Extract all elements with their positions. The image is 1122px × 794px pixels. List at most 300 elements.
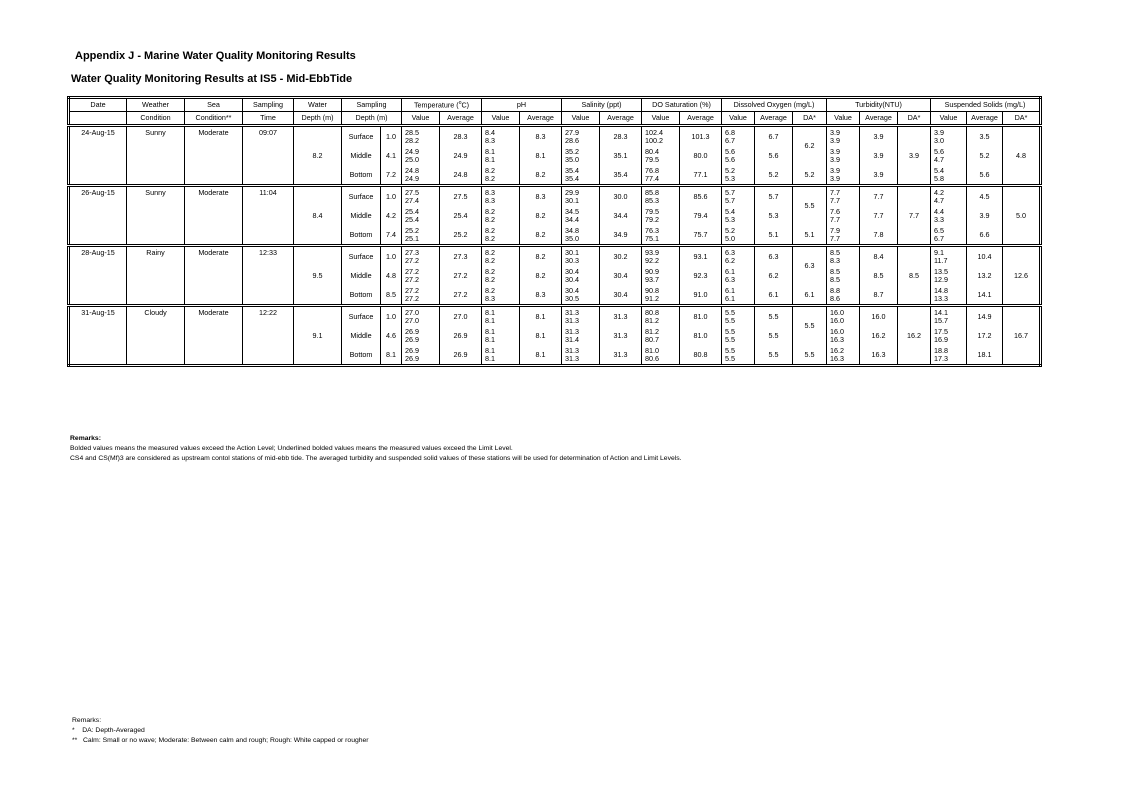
subheader: Value [827, 112, 860, 126]
ph-values [482, 285, 520, 306]
suspended-solids-average: 6.6 [967, 225, 1003, 246]
turbidity-values [827, 345, 860, 366]
suspended-solids-da: 16.7 [1003, 306, 1041, 366]
ph-value: 8.2 [485, 225, 495, 235]
suspended-solids-value: 6.5 [934, 225, 944, 235]
do-saturation-value: 75.1 [645, 233, 659, 243]
table-row [69, 306, 1041, 327]
ph-values [482, 246, 520, 267]
turbidity-da: 8.5 [898, 246, 931, 306]
do-saturation-values [642, 306, 680, 327]
header-do-saturation: DO Saturation (%) [642, 98, 722, 112]
do-saturation-value: 90.8 [645, 285, 659, 295]
turbidity-value: 3.9 [830, 154, 840, 164]
subheader: Average [860, 112, 898, 126]
do-saturation-average: 81.0 [680, 326, 722, 345]
temperature-value: 25.4 [405, 214, 419, 224]
turbidity-values [827, 326, 860, 345]
do-saturation-value: 79.5 [645, 154, 659, 164]
header-temperature-text: Temperature ( [413, 100, 459, 110]
ph-values [482, 306, 520, 327]
appendix-title: Appendix J - Marine Water Quality Monitoring Results [75, 50, 356, 62]
table-row [69, 246, 1041, 267]
temperature-value: 25.4 [405, 206, 419, 216]
temperature-value: 25.2 [405, 225, 419, 235]
sampling-depth-cell: 1.0 [381, 246, 402, 267]
ph-value: 8.2 [485, 255, 495, 265]
salinity-value: 30.4 [565, 285, 579, 295]
subheader: Value [931, 112, 967, 126]
salinity-value: 30.4 [565, 274, 579, 284]
turbidity-values [827, 126, 860, 147]
salinity-value: 35.4 [565, 173, 579, 183]
suspended-solids-values [931, 285, 967, 306]
header-temperature [402, 98, 482, 112]
salinity-value: 34.5 [565, 206, 579, 216]
do-saturation-values [642, 246, 680, 267]
water-quality-table [67, 96, 1042, 367]
sea-condition-cell: Moderate [185, 186, 243, 246]
sampling-depth-cell: 7.2 [381, 165, 402, 186]
sampling-depth-cell: 1.0 [381, 186, 402, 207]
sampling-time-cell: 09:07 [243, 126, 294, 186]
dissolved-oxygen-value: 6.1 [725, 293, 735, 303]
ph-value: 8.1 [485, 326, 495, 336]
suspended-solids-value: 4.2 [934, 187, 944, 197]
footnotes-title: Remarks: [72, 717, 102, 724]
salinity-value: 30.3 [565, 255, 579, 265]
suspended-solids-values [931, 345, 967, 366]
ph-average: 8.1 [520, 306, 562, 327]
turbidity-value: 8.6 [830, 293, 840, 303]
salinity-value: 29.9 [565, 187, 579, 197]
subheader: Value [402, 112, 440, 126]
table-row [69, 186, 1041, 207]
ph-value: 8.3 [485, 135, 495, 145]
header-row-2 [69, 112, 1041, 126]
sampling-depth-cell: 1.0 [381, 306, 402, 327]
subheader [69, 112, 127, 126]
ph-value: 8.2 [485, 285, 495, 295]
dissolved-oxygen-values [722, 206, 755, 225]
footnote-da: * DA: Depth-Averaged [72, 727, 145, 734]
do-saturation-value: 81.2 [645, 315, 659, 325]
sampling-level-cell: Bottom [342, 165, 381, 186]
weather-cell: Rainy [127, 246, 185, 306]
date-cell: 24-Aug-15 [69, 126, 127, 186]
suspended-solids-average: 18.1 [967, 345, 1003, 366]
dissolved-oxygen-values [722, 186, 755, 207]
dissolved-oxygen-value: 6.1 [725, 266, 735, 276]
sampling-depth-cell: 8.1 [381, 345, 402, 366]
suspended-solids-value: 12.9 [934, 274, 948, 284]
date-cell: 26-Aug-15 [69, 186, 127, 246]
dissolved-oxygen-value: 5.3 [725, 214, 735, 224]
ph-average: 8.3 [520, 186, 562, 207]
salinity-value: 34.8 [565, 225, 579, 235]
suspended-solids-value: 9.1 [934, 247, 944, 257]
turbidity-average: 7.8 [860, 225, 898, 246]
sampling-depth-cell: 4.8 [381, 266, 402, 285]
sampling-depth-cell: 7.4 [381, 225, 402, 246]
suspended-solids-value: 5.6 [934, 146, 944, 156]
temperature-values [402, 326, 440, 345]
subheader: Average [600, 112, 642, 126]
subheader: Average [755, 112, 793, 126]
suspended-solids-values [931, 146, 967, 165]
remarks-line: CS4 and CS(Mf)3 are considered as upstream contol stations of mid-ebb tide. The averaged turbidity and suspended solid values of these stations will be used for determination of Action and Limit Levels. [70, 455, 682, 462]
sampling-level-cell: Surface [342, 126, 381, 147]
suspended-solids-value: 18.8 [934, 345, 948, 355]
suspended-solids-value: 17.3 [934, 353, 948, 363]
dissolved-oxygen-values [722, 165, 755, 186]
do-saturation-average: 92.3 [680, 266, 722, 285]
suspended-solids-value: 3.0 [934, 135, 944, 145]
subheader: Average [520, 112, 562, 126]
sampling-level-cell: Bottom [342, 285, 381, 306]
do-saturation-values [642, 266, 680, 285]
suspended-solids-value: 15.7 [934, 315, 948, 325]
salinity-average: 30.2 [600, 246, 642, 267]
ph-value: 8.2 [485, 266, 495, 276]
salinity-average: 28.3 [600, 126, 642, 147]
turbidity-values [827, 186, 860, 207]
header-temperature-degree: o [458, 100, 462, 107]
turbidity-values [827, 206, 860, 225]
temperature-average: 27.3 [440, 246, 482, 267]
temperature-values [402, 246, 440, 267]
dissolved-oxygen-value: 5.6 [725, 154, 735, 164]
do-saturation-value: 81.2 [645, 326, 659, 336]
subheader: DA* [898, 112, 931, 126]
header-water: Water [294, 98, 342, 112]
salinity-value: 31.3 [565, 353, 579, 363]
suspended-solids-values [931, 246, 967, 267]
dissolved-oxygen-value: 6.2 [725, 255, 735, 265]
sampling-depth-cell: 4.6 [381, 326, 402, 345]
suspended-solids-value: 3.9 [934, 127, 944, 137]
temperature-value: 27.2 [405, 266, 419, 276]
dissolved-oxygen-value: 5.2 [725, 225, 735, 235]
ph-value: 8.2 [485, 247, 495, 257]
sampling-level-cell: Middle [342, 206, 381, 225]
suspended-solids-average: 14.9 [967, 306, 1003, 327]
ph-value: 8.1 [485, 334, 495, 344]
do-saturation-value: 81.0 [645, 345, 659, 355]
dissolved-oxygen-da: 5.5 [793, 186, 827, 226]
do-saturation-value: 79.5 [645, 206, 659, 216]
turbidity-value: 8.5 [830, 266, 840, 276]
dissolved-oxygen-value: 5.5 [725, 353, 735, 363]
turbidity-da: 16.2 [898, 306, 931, 366]
ph-value: 8.1 [485, 345, 495, 355]
do-saturation-value: 85.8 [645, 187, 659, 197]
turbidity-values [827, 285, 860, 306]
header-sea: Sea [185, 98, 243, 112]
dissolved-oxygen-values [722, 146, 755, 165]
dissolved-oxygen-value: 6.1 [725, 285, 735, 295]
dissolved-oxygen-average: 5.2 [755, 165, 793, 186]
remarks-notes [70, 434, 682, 464]
turbidity-value: 16.0 [830, 326, 844, 336]
suspended-solids-value: 11.7 [934, 255, 948, 265]
date-cell: 31-Aug-15 [69, 306, 127, 366]
temperature-value: 27.4 [405, 195, 419, 205]
do-saturation-values [642, 285, 680, 306]
sampling-depth-cell: 1.0 [381, 126, 402, 147]
temperature-average: 27.2 [440, 285, 482, 306]
weather-cell: Sunny [127, 186, 185, 246]
do-saturation-values [642, 345, 680, 366]
salinity-values [562, 326, 600, 345]
salinity-values [562, 225, 600, 246]
ph-values [482, 146, 520, 165]
sampling-level-cell: Middle [342, 266, 381, 285]
turbidity-value: 3.9 [830, 127, 840, 137]
header-dissolved-oxygen: Dissolved Oxygen (mg/L) [722, 98, 827, 112]
ph-values [482, 266, 520, 285]
subheader: Value [562, 112, 600, 126]
subheader: Depth (m) [294, 112, 342, 126]
temperature-values [402, 345, 440, 366]
ph-values [482, 165, 520, 186]
suspended-solids-value: 16.9 [934, 334, 948, 344]
temperature-value: 27.5 [405, 187, 419, 197]
subheader: Value [722, 112, 755, 126]
salinity-value: 34.4 [565, 214, 579, 224]
suspended-solids-value: 13.5 [934, 266, 948, 276]
subheader: Value [642, 112, 680, 126]
subheader: Condition [127, 112, 185, 126]
turbidity-average: 7.7 [860, 206, 898, 225]
dissolved-oxygen-average: 6.3 [755, 246, 793, 267]
salinity-values [562, 306, 600, 327]
do-saturation-average: 77.1 [680, 165, 722, 186]
suspended-solids-average: 5.2 [967, 146, 1003, 165]
sampling-depth-cell: 4.1 [381, 146, 402, 165]
do-saturation-value: 102.4 [645, 127, 663, 137]
dissolved-oxygen-value: 5.6 [725, 146, 735, 156]
sea-condition-cell: Moderate [185, 246, 243, 306]
salinity-average: 35.4 [600, 165, 642, 186]
salinity-value: 31.3 [565, 345, 579, 355]
temperature-values [402, 186, 440, 207]
turbidity-average: 3.9 [860, 146, 898, 165]
do-saturation-value: 80.7 [645, 334, 659, 344]
dissolved-oxygen-value: 6.7 [725, 135, 735, 145]
do-saturation-values [642, 146, 680, 165]
salinity-average: 35.1 [600, 146, 642, 165]
ph-values [482, 126, 520, 147]
suspended-solids-da: 4.8 [1003, 126, 1041, 186]
dissolved-oxygen-values [722, 246, 755, 267]
dissolved-oxygen-value: 5.5 [725, 334, 735, 344]
sampling-level-cell: Middle [342, 146, 381, 165]
dissolved-oxygen-value: 5.2 [725, 165, 735, 175]
turbidity-da: 3.9 [898, 126, 931, 186]
turbidity-average: 8.7 [860, 285, 898, 306]
do-saturation-value: 79.2 [645, 214, 659, 224]
temperature-value: 27.3 [405, 247, 419, 257]
suspended-solids-average: 10.4 [967, 246, 1003, 267]
temperature-value: 24.9 [405, 173, 419, 183]
ph-average: 8.2 [520, 246, 562, 267]
dissolved-oxygen-values [722, 345, 755, 366]
sampling-time-cell: 12:33 [243, 246, 294, 306]
temperature-value: 27.2 [405, 255, 419, 265]
dissolved-oxygen-value: 5.5 [725, 315, 735, 325]
turbidity-value: 16.3 [830, 334, 844, 344]
ph-value: 8.1 [485, 154, 495, 164]
do-saturation-value: 100.2 [645, 135, 663, 145]
do-saturation-average: 79.4 [680, 206, 722, 225]
sampling-depth-cell: 4.2 [381, 206, 402, 225]
turbidity-value: 8.5 [830, 247, 840, 257]
temperature-value: 28.5 [405, 127, 419, 137]
salinity-value: 35.4 [565, 165, 579, 175]
turbidity-value: 8.3 [830, 255, 840, 265]
remarks-line: Bolded values means the measured values exceed the Action Level; Underlined bolded values means the measured values exceed the Limit Level. [70, 445, 513, 452]
do-saturation-value: 76.8 [645, 165, 659, 175]
turbidity-value: 7.7 [830, 214, 840, 224]
dissolved-oxygen-average: 5.7 [755, 186, 793, 207]
turbidity-value: 7.7 [830, 233, 840, 243]
do-saturation-value: 93.9 [645, 247, 659, 257]
suspended-solids-values [931, 326, 967, 345]
temperature-value: 24.9 [405, 146, 419, 156]
dissolved-oxygen-da: 6.2 [793, 126, 827, 166]
salinity-average: 30.4 [600, 266, 642, 285]
dissolved-oxygen-value: 6.3 [725, 274, 735, 284]
salinity-value: 35.0 [565, 233, 579, 243]
salinity-values [562, 266, 600, 285]
temperature-values [402, 285, 440, 306]
salinity-value: 31.4 [565, 334, 579, 344]
turbidity-value: 8.8 [830, 285, 840, 295]
suspended-solids-value: 4.7 [934, 154, 944, 164]
suspended-solids-average: 5.6 [967, 165, 1003, 186]
do-saturation-value: 80.4 [645, 146, 659, 156]
footnote-sea-condition: ** Calm: Small or no wave; Moderate: Between calm and rough; Rough: White capped or rougher [72, 737, 369, 744]
turbidity-value: 7.9 [830, 225, 840, 235]
turbidity-value: 3.9 [830, 173, 840, 183]
temperature-values [402, 206, 440, 225]
table-row [69, 126, 1041, 147]
ph-value: 8.2 [485, 214, 495, 224]
dissolved-oxygen-value: 5.7 [725, 195, 735, 205]
temperature-average: 25.2 [440, 225, 482, 246]
ph-average: 8.2 [520, 266, 562, 285]
do-saturation-average: 80.0 [680, 146, 722, 165]
suspended-solids-average: 17.2 [967, 326, 1003, 345]
header-weather: Weather [127, 98, 185, 112]
subheader: Value [482, 112, 520, 126]
salinity-average: 34.9 [600, 225, 642, 246]
do-saturation-value: 77.4 [645, 173, 659, 183]
turbidity-value: 3.9 [830, 135, 840, 145]
ph-values [482, 186, 520, 207]
ph-value: 8.2 [485, 165, 495, 175]
temperature-values [402, 306, 440, 327]
do-saturation-value: 92.2 [645, 255, 659, 265]
temperature-average: 27.2 [440, 266, 482, 285]
header-turbidity: Turbidity(NTU) [827, 98, 931, 112]
subheader: Average [440, 112, 482, 126]
salinity-value: 30.5 [565, 293, 579, 303]
turbidity-average: 3.9 [860, 126, 898, 147]
ph-average: 8.2 [520, 165, 562, 186]
do-saturation-value: 76.3 [645, 225, 659, 235]
do-saturation-values [642, 206, 680, 225]
turbidity-average: 7.7 [860, 186, 898, 207]
dissolved-oxygen-value: 5.5 [725, 307, 735, 317]
temperature-values [402, 165, 440, 186]
dissolved-oxygen-average: 6.1 [755, 285, 793, 306]
turbidity-value: 7.7 [830, 187, 840, 197]
turbidity-values [827, 225, 860, 246]
turbidity-values [827, 246, 860, 267]
turbidity-values [827, 146, 860, 165]
temperature-average: 26.9 [440, 345, 482, 366]
suspended-solids-values [931, 266, 967, 285]
do-saturation-value: 93.7 [645, 274, 659, 284]
ph-values [482, 206, 520, 225]
remarks-title: Remarks: [70, 435, 101, 442]
sea-condition-cell: Moderate [185, 306, 243, 366]
temperature-average: 26.9 [440, 326, 482, 345]
turbidity-average: 8.4 [860, 246, 898, 267]
turbidity-value: 8.5 [830, 274, 840, 284]
do-saturation-average: 75.7 [680, 225, 722, 246]
temperature-average: 24.8 [440, 165, 482, 186]
do-saturation-values [642, 165, 680, 186]
turbidity-average: 16.2 [860, 326, 898, 345]
temperature-values [402, 146, 440, 165]
dissolved-oxygen-value: 5.3 [725, 173, 735, 183]
ph-value: 8.2 [485, 173, 495, 183]
temperature-value: 27.2 [405, 293, 419, 303]
weather-cell: Sunny [127, 126, 185, 186]
dissolved-oxygen-bottom-da: 5.2 [793, 165, 827, 186]
suspended-solids-values [931, 126, 967, 147]
temperature-average: 25.4 [440, 206, 482, 225]
sampling-level-cell: Surface [342, 306, 381, 327]
salinity-value: 30.1 [565, 195, 579, 205]
temperature-average: 27.5 [440, 186, 482, 207]
sampling-level-cell: Surface [342, 186, 381, 207]
temperature-value: 26.9 [405, 326, 419, 336]
do-saturation-average: 80.8 [680, 345, 722, 366]
turbidity-value: 16.2 [830, 345, 844, 355]
do-saturation-average: 93.1 [680, 246, 722, 267]
sampling-level-cell: Bottom [342, 225, 381, 246]
subheader: Average [967, 112, 1003, 126]
ph-value: 8.2 [485, 206, 495, 216]
water-depth-cell: 9.1 [294, 306, 342, 366]
temperature-value: 28.2 [405, 135, 419, 145]
do-saturation-value: 91.2 [645, 293, 659, 303]
header-ph: pH [482, 98, 562, 112]
suspended-solids-value: 5.8 [934, 173, 944, 183]
salinity-values [562, 186, 600, 207]
dissolved-oxygen-value: 5.5 [725, 326, 735, 336]
temperature-value: 26.9 [405, 334, 419, 344]
turbidity-value: 16.3 [830, 353, 844, 363]
temperature-value: 27.2 [405, 285, 419, 295]
temperature-value: 26.9 [405, 353, 419, 363]
salinity-value: 27.9 [565, 127, 579, 137]
temperature-average: 24.9 [440, 146, 482, 165]
